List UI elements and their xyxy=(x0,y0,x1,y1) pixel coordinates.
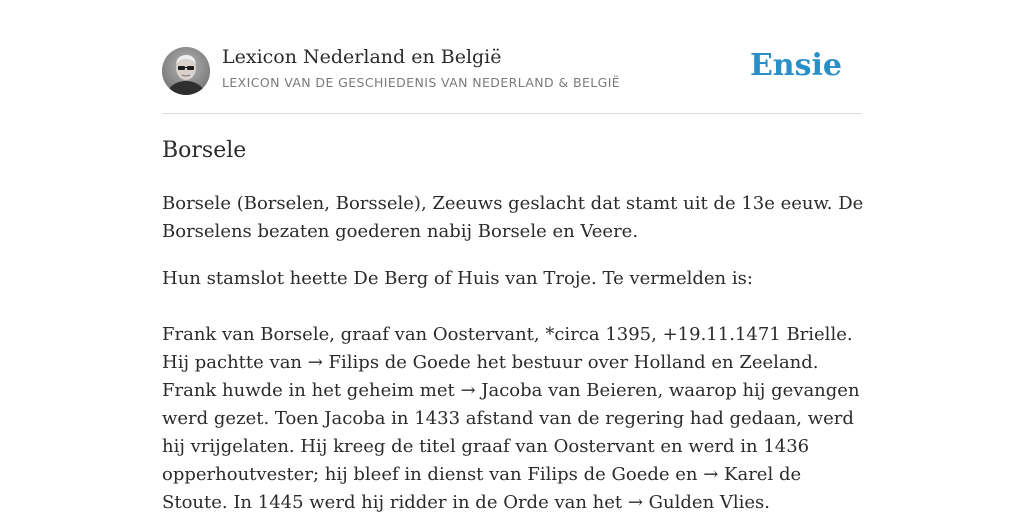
avatar[interactable] xyxy=(162,47,210,95)
article-paragraph-3: Frank van Borsele, graaf van Oostervant, *circa 1395, +19.11.1471 Brielle. Hij pachtte van → Filips de Goede het bestuur over Holland en Zeeland. Frank huwde in het geheim met → Jacoba van Beieren, waarop hij gevangen werd gezet. Toen Jacoba in 1433 afstand van de regering had gedaan, werd hij vrijgelaten. Hij kreeg de titel graaf van Oostervant en werd in 1436 opperhoutvester; hij bleef in dienst van Filips de Goede en → Karel de Stoute. In 1445 werd hij ridder in de Orde van het → Gulden Vlies. xyxy=(162,324,860,512)
header xyxy=(162,46,862,96)
author-portrait-icon xyxy=(162,47,210,95)
source-name[interactable]: LEXICON VAN DE GESCHIEDENIS VAN NEDERLAND & BELGIË xyxy=(222,75,621,90)
article-paragraph-1: Borsele (Borselen, Borssele), Zeeuws geslacht dat stamt uit de 13e eeuw. De Borselens bezaten goederen nabij Borsele en Veere. xyxy=(162,193,864,242)
article-paragraph-2: Hun stamslot heette De Berg of Huis van Troje. Te vermelden is: xyxy=(162,268,753,289)
ensie-logo[interactable]: Ensie xyxy=(749,48,842,83)
article-title: Borsele xyxy=(162,138,247,163)
author-name[interactable]: Lexicon Nederland en België xyxy=(222,46,502,68)
header-divider xyxy=(162,113,862,114)
